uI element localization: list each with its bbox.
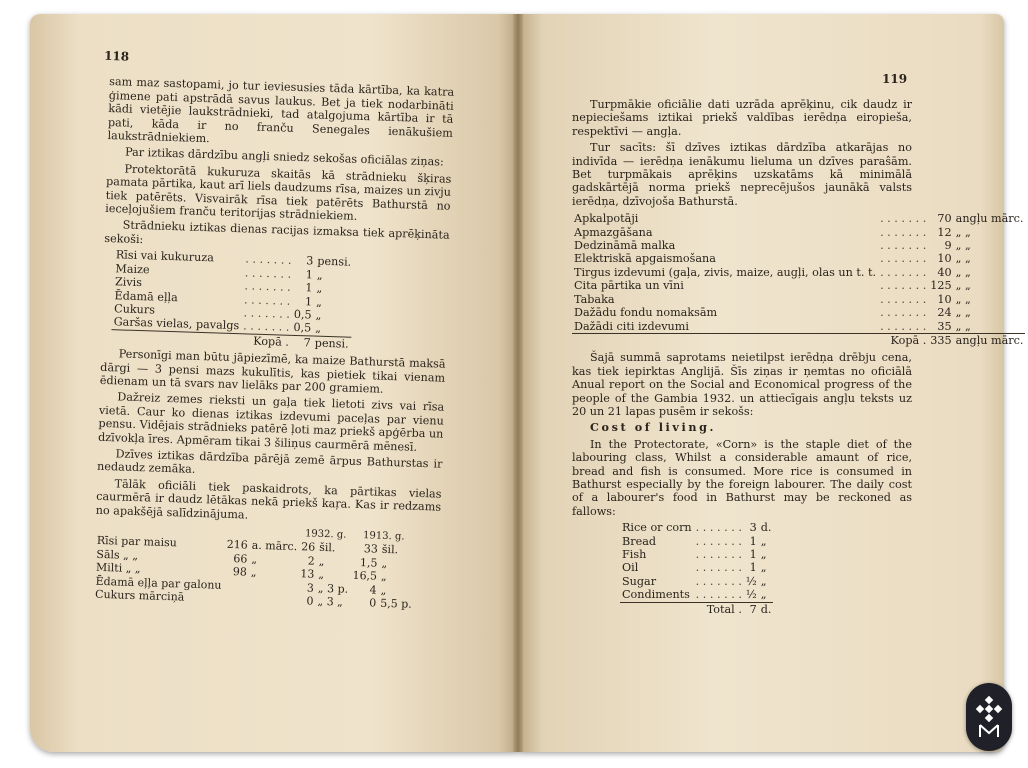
ration-row-unit: „ <box>316 268 323 282</box>
food-row-item: Oil <box>622 561 639 575</box>
comparison-table <box>93 521 416 611</box>
expense-row <box>572 212 1025 225</box>
ration-row-leader-dots: . . . . . . . <box>243 319 290 335</box>
comparison-qty <box>223 578 248 592</box>
food-row-item: Bread <box>622 534 657 548</box>
food-row <box>620 575 773 588</box>
expense-row-item: Tirgus izdevumi (gaļa, zivis, maize, augļi, olas un t. t. <box>574 265 877 279</box>
comparison-item: Milti „ „ <box>95 561 141 576</box>
food-row-value: ½ <box>745 574 757 588</box>
ration-row-value: 1 <box>305 281 313 295</box>
expense-row-unit: „ „ <box>955 279 971 293</box>
food-row-leader-dots: . . . . . . . <box>695 548 742 561</box>
food-row <box>620 588 773 602</box>
ration-row-value: 1 <box>304 294 313 308</box>
expense-row-item: Apkalpotāji <box>574 212 639 226</box>
expense-row <box>572 226 1025 239</box>
comparison-v1932: 26 <box>300 540 316 555</box>
site-logo-badge <box>966 683 1012 751</box>
food-row-leader-dots: . . . . . . . <box>695 534 742 548</box>
ration-row-item: Garšas vielas, pavalgs <box>113 315 240 333</box>
left-page-number: 118 <box>103 48 130 64</box>
expense-row-value: 10 <box>937 292 952 306</box>
comparison-qty: 66 <box>233 551 248 566</box>
food-row-unit: „ <box>760 534 767 548</box>
comparison-v1913: 0 <box>368 596 377 610</box>
expense-row <box>572 293 1025 306</box>
right-page-number: 119 <box>882 72 908 86</box>
comparison-v1932: 0 <box>306 594 314 608</box>
ration-row-item: Rīsi vai kukuruza <box>115 248 215 265</box>
expense-row <box>572 239 1025 252</box>
expense-row-item: Elektriskā apgaismošana <box>574 252 716 266</box>
food-row-leader-dots: . . . . . . . <box>695 588 742 602</box>
left-para-6: Dažreiz zemes rieksti un gaļa tiek lietoti zivs vai rīsa vietā. Caur ko dienas iztikas izdevumi paceļas par vienu pensu. Vidējais strādnieks patērē ļoti maz priekš apģērba un dzīvokļa īres. Apmēram tikai 3 šiliņus caurmērā mēnesī. <box>97 390 445 454</box>
left-page-text <box>93 48 455 612</box>
expense-row-value: 125 <box>930 279 952 293</box>
ration-row-value: 3 <box>306 254 314 268</box>
ration-row-item: Ēdamā eļļa <box>114 288 179 304</box>
comparison-u1913: šil. <box>381 543 399 557</box>
left-para-3: Protektorātā kukuruza skaitās kā strādnieku šķiras pamata pārtika, kaut arī liels daudzums rīsa, maizes un zivju tiek patērēts. Visvairāk rīsa tiek patērēts Bathurstā no ieceļojušiem franču teritorijas strādniekiem. <box>105 162 452 223</box>
food-row-value: 1 <box>749 548 757 561</box>
right-para-2: Tur sacīts: šī dzīves iztikas dārdzība atkarājas no indivīda — ierēdņa ienākumu lieluma un dzīves paraŝām. Bet turpmākais aprēķins uzskatāms kā minimālā gadskārtējā norma priekš neprecējušos jaunākā valsts ierēdņa, dzīvojoša Bathurstā. <box>572 141 912 208</box>
comparison-item: Sāls „ „ <box>96 547 139 562</box>
food-row-unit: „ <box>760 548 767 561</box>
expense-row-unit: „ „ <box>955 292 971 306</box>
expense-row-unit: „ „ <box>955 225 971 239</box>
left-para-8: Tālāk oficiāli tiek paskaidrots, ka pārtikas vielas caurmērā ir daudz lētākas nekā priekš kaŗa. Kas ir redzams no apakšējā salīdzinājuma. <box>95 477 442 522</box>
food-row <box>620 548 773 561</box>
expense-row <box>572 252 1025 265</box>
food-row-item: Condiments <box>622 588 690 602</box>
comparison-v1913: 1,5 <box>359 555 378 570</box>
expense-row-unit: angļu mārc. <box>955 212 1024 226</box>
right-para-4: In the Protectorate, «Corn» is the staple diet of the labouring class, Whilst a considerable amaunt of rice, bread and fish is consumed. More rice is consumed in Bathurst especially by the foreign labourer. The daily cost of a labourer's food in Bathurst may be reckoned as fallows: <box>572 437 912 518</box>
comparison-v1932: 2 <box>307 554 315 568</box>
left-para-1: sam maz sastopami, jo tur ieviesusies tāda kārtība, ka katra ģimene pati apstrādā savus laukus. Bet ja tiek nodarbināti kādi vietējie laukstrādnieki, tad atalgojuma kārtība ir tā pati, kāda ir no franču Senegales ienākušiem laukstrādniekiem. <box>107 75 455 146</box>
comparison-v1913: 33 <box>363 542 379 557</box>
food-row-unit: d. <box>760 521 772 535</box>
expense-row-leader-dots: . . . . . . . <box>880 292 927 306</box>
expense-row-value: 35 <box>937 319 952 333</box>
food-table <box>620 521 773 616</box>
food-total-row <box>620 602 773 616</box>
comparison-u1913: „ <box>381 556 388 570</box>
expense-row-leader-dots: . . . . . . . <box>880 239 927 253</box>
cost-of-living-heading: Cost of living. <box>590 420 716 435</box>
expense-row <box>572 279 1025 292</box>
food-row <box>620 561 773 574</box>
left-para-2: Par iztikas dārdzību angļi sniedz sekošas oficiālas ziņas: <box>124 145 444 169</box>
left-para-7: Dzīves iztikas dārdzība pārējā zemē ārpus Bathurstas ir nedaudz zemāka. <box>96 447 443 477</box>
ration-row-leader-dots: . . . . . . . <box>244 279 291 294</box>
food-total-label: Total . <box>694 602 744 616</box>
expense-row-value: 24 <box>937 306 952 320</box>
comparison-item: Rīsi par maisu <box>96 534 178 550</box>
ration-row-leader-dots: . . . . . . . <box>245 252 292 268</box>
ration-row-value: 1 <box>305 267 314 282</box>
comparison-qty <box>223 592 248 606</box>
expense-row-item: Cita pārtika un vīni <box>574 279 684 293</box>
food-row-item: Fish <box>622 548 647 561</box>
food-total-unit: d. <box>760 602 772 616</box>
food-row-unit: „ <box>760 561 767 575</box>
comparison-u1913: „ <box>380 583 387 597</box>
expense-row-value: 12 <box>937 225 952 239</box>
expense-row-item: Apmazgāšana <box>574 225 653 239</box>
ration-row-value: 0,5 <box>293 307 312 322</box>
expense-row-unit: „ „ <box>955 306 971 320</box>
rations-table <box>111 249 353 351</box>
ration-row-value: 0,5 <box>293 321 312 335</box>
comparison-v1913: 16,5 <box>352 569 378 583</box>
expense-row <box>572 320 1025 334</box>
comparison-u1913: „ <box>380 569 387 584</box>
ration-row-leader-dots: . . . . . . . <box>244 266 292 281</box>
expense-row-item: Dažādu fondu nomaksām <box>574 306 718 320</box>
year-1913: 1913. g. <box>362 530 405 543</box>
rations-total-unit: pensi. <box>313 336 351 351</box>
expense-row-leader-dots: . . . . . . . <box>880 319 927 333</box>
right-para-3: Šajā summā saprotams neietilpst ierēdņa drēbju cena, kas tiek iepirktas Anglijā. Šīs ziņas ir ņemtas no oficiālā Anual report on the Social and Economical progress of the people of the Gambia 1932. un attiecīgais angļu teksts uz 20 un 21 lapas pusēm ir sekošs: <box>572 351 912 418</box>
expenses-total-value: 335 <box>930 333 952 347</box>
food-row-value: 1 <box>749 534 757 548</box>
expense-row-unit: „ „ <box>955 265 971 279</box>
expense-row-value: 70 <box>937 212 952 226</box>
comparison-unit: „ <box>251 552 258 566</box>
ration-row-item: Zivis <box>114 275 143 290</box>
comparison-unit <box>248 593 298 608</box>
food-row <box>620 535 773 548</box>
ration-row-unit: „ <box>315 295 323 309</box>
expense-row-leader-dots: . . . . . . . <box>880 279 927 293</box>
food-row-value: ½ <box>745 588 757 602</box>
expense-row-leader-dots: . . . . . . . <box>880 306 927 320</box>
comparison-u1932: „ <box>318 554 325 568</box>
ration-row-unit: „ <box>315 308 322 322</box>
expenses-total-label: Kopā . <box>878 333 928 347</box>
comparison-v1913: 4 <box>369 583 377 597</box>
comparison-u1932: „ 3 p. <box>317 581 349 596</box>
right-page-text <box>572 98 1024 616</box>
expense-row-unit: „ „ <box>955 319 971 333</box>
left-para-5: Personīgi man būtu jāpiezīmē, ka maize Bathurstā maksā dārgi — 3 pensi mazs kukulītis, kas pietiek tikai vienam ēdienam un tā svars nav lielāks par 200 gramiem. <box>99 347 446 396</box>
expenses-total-row <box>572 333 1025 347</box>
comparison-unit: „ <box>250 565 257 580</box>
rations-total-label: Kopā . <box>241 333 292 348</box>
ration-row-leader-dots: . . . . . . . <box>243 292 291 308</box>
food-row-leader-dots: . . . . . . . <box>695 574 742 588</box>
comparison-u1932: „ 3 „ <box>317 594 344 609</box>
expense-row <box>572 306 1025 319</box>
comparison-v1932: 13 <box>300 567 315 581</box>
food-total-value: 7 <box>744 602 759 616</box>
expense-row-value: 10 <box>937 252 952 266</box>
expense-row-leader-dots: . . . . . . . <box>880 265 927 279</box>
food-row-unit: „ <box>760 574 767 588</box>
expense-row-item: Dažādi citi izdevumi <box>574 319 689 333</box>
left-para-4: Strādnieku iztikas dienas racijas izmaksa tiek aprēķināta sekoši: <box>104 218 450 247</box>
right-para-1: Turpmākie oficiālie dati uzrāda aprēķinu, cik daudz ir nepieciešams iztikai priekš valdības ierēdņa eiropieša, respektīvi — angļa. <box>572 98 912 138</box>
comparison-u1932: „ <box>318 568 325 582</box>
food-row-value: 3 <box>749 521 757 535</box>
expense-row-leader-dots: . . . . . . . <box>880 225 927 239</box>
ration-row-item: Maize <box>115 261 150 277</box>
book-gutter <box>513 14 523 752</box>
food-row-leader-dots: . . . . . . . <box>695 521 742 535</box>
comparison-u1913: 5,5 p. <box>379 596 412 611</box>
comparison-qty: 98 <box>232 565 248 579</box>
expense-row-unit: „ „ <box>955 239 971 253</box>
ration-row-unit: pensi. <box>317 254 352 269</box>
ration-row-unit: „ <box>315 321 322 336</box>
expense-row-leader-dots: . . . . . . . <box>880 252 927 266</box>
expense-row-item: Tabaka <box>574 292 615 306</box>
comparison-u1932: šil. <box>318 541 336 555</box>
ration-row-unit: „ <box>316 281 323 295</box>
expense-row <box>572 266 1025 279</box>
ration-row-leader-dots: . . . . . . . <box>243 306 291 321</box>
expense-row-value: 9 <box>944 239 952 253</box>
comparison-item: Cukurs mārciņā <box>94 587 185 604</box>
ornament-icon <box>972 695 1006 739</box>
food-row-leader-dots: . . . . . . . <box>695 561 742 575</box>
comparison-v1932: 3 <box>306 581 315 595</box>
year-1932: 1932. g. <box>304 528 347 541</box>
expense-row-item: Dedzināmā malka <box>574 239 676 253</box>
expense-row-leader-dots: . . . . . . . <box>880 212 927 226</box>
expenses-total-unit: angļu mārc. <box>955 333 1024 347</box>
comparison-item: Ēdamā eļļa par galonu <box>95 574 222 592</box>
expense-row-value: 40 <box>937 265 952 279</box>
comparison-qty: 216 <box>226 538 248 552</box>
expenses-table <box>572 212 1025 347</box>
food-row <box>620 521 773 534</box>
comparison-unit: a. mārc. <box>251 539 298 554</box>
ration-row-item: Cukurs <box>113 302 156 317</box>
food-row-item: Rice or corn <box>622 521 692 535</box>
rations-total-value: 7 <box>291 335 313 350</box>
food-row-item: Sugar <box>622 574 657 588</box>
expense-row-unit: „ „ <box>955 252 971 266</box>
food-row-value: 1 <box>749 561 757 575</box>
food-row-unit: „ <box>760 588 767 602</box>
